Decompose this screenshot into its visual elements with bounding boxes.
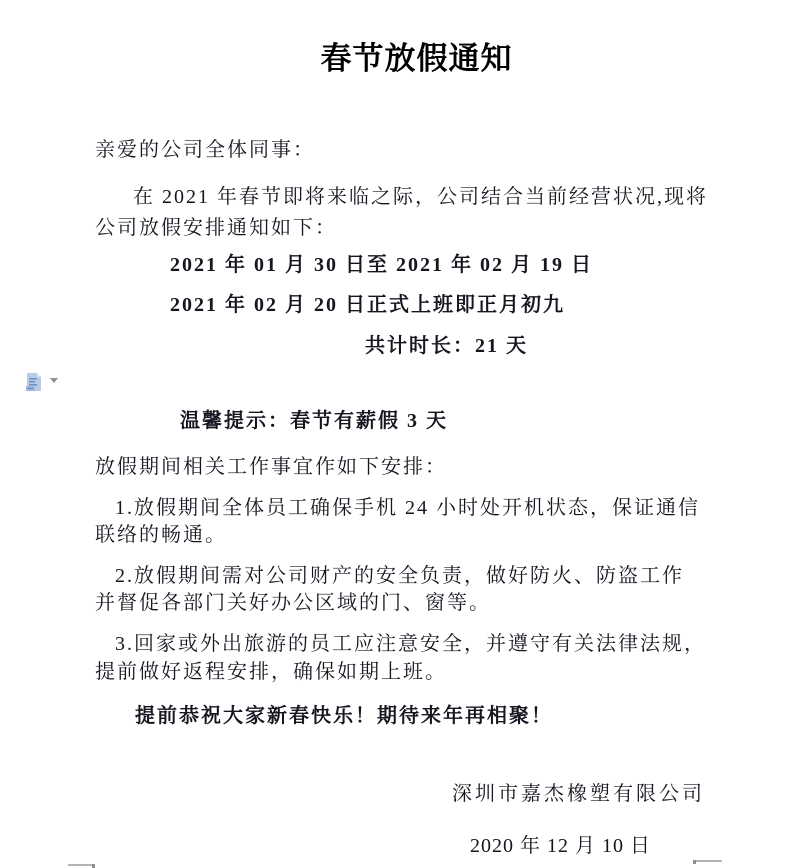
arrangement-heading: 放假期间相关工作事宜作如下安排： (95, 456, 447, 478)
chevron-down-icon[interactable] (50, 378, 58, 383)
text-boundary-tick-bottom-left (92, 864, 95, 868)
holiday-date-range: 2021 年 01 月 30 日至 2021 年 02 月 19 日 (170, 254, 593, 276)
paste-options-button[interactable] (24, 372, 58, 394)
text-boundary-mark-bottom-right (695, 860, 722, 862)
return-to-work-date: 2021 年 02 月 20 日正式上班即正月初九 (170, 294, 565, 316)
list-item-2-line-1: 2.放假期间需对公司财产的安全负责，做好防火、防盗工作 (115, 565, 684, 587)
text-boundary-mark-bottom-left (68, 864, 95, 866)
signature-company: 深圳市嘉杰橡塑有限公司 (452, 783, 705, 805)
total-duration: 共计时长：21 天 (365, 335, 528, 357)
page-title: 春节放假通知 (320, 41, 513, 76)
intro-paragraph-line-2: 公司放假安排通知如下： (95, 217, 337, 239)
list-item-1-line-1: 1.放假期间全体员工确保手机 24 小时处开机状态，保证通信 (115, 497, 700, 519)
tip-line: 温馨提示：春节有薪假 3 天 (180, 410, 448, 432)
list-item-2-line-2: 并督促各部门关好办公区域的门、窗等。 (95, 592, 491, 614)
closing-wish-line: 提前恭祝大家新春快乐！期待来年再相聚！ (135, 705, 553, 727)
paste-options-icon (24, 372, 44, 394)
signature-date: 2020 年 12 月 10 日 (470, 835, 651, 857)
intro-paragraph-line-1: 在 2021 年春节即将来临之际，公司结合当前经营状况,现将 (133, 186, 708, 208)
list-item-1-line-2: 联络的畅通。 (95, 524, 227, 546)
list-item-3-line-1: 3.回家或外出旅游的员工应注意安全，并遵守有关法律法规， (115, 633, 706, 655)
list-item-3-line-2: 提前做好返程安排，确保如期上班。 (95, 661, 447, 683)
text-boundary-tick-bottom-right (693, 860, 696, 864)
salutation-line: 亲爱的公司全体同事： (95, 139, 315, 161)
